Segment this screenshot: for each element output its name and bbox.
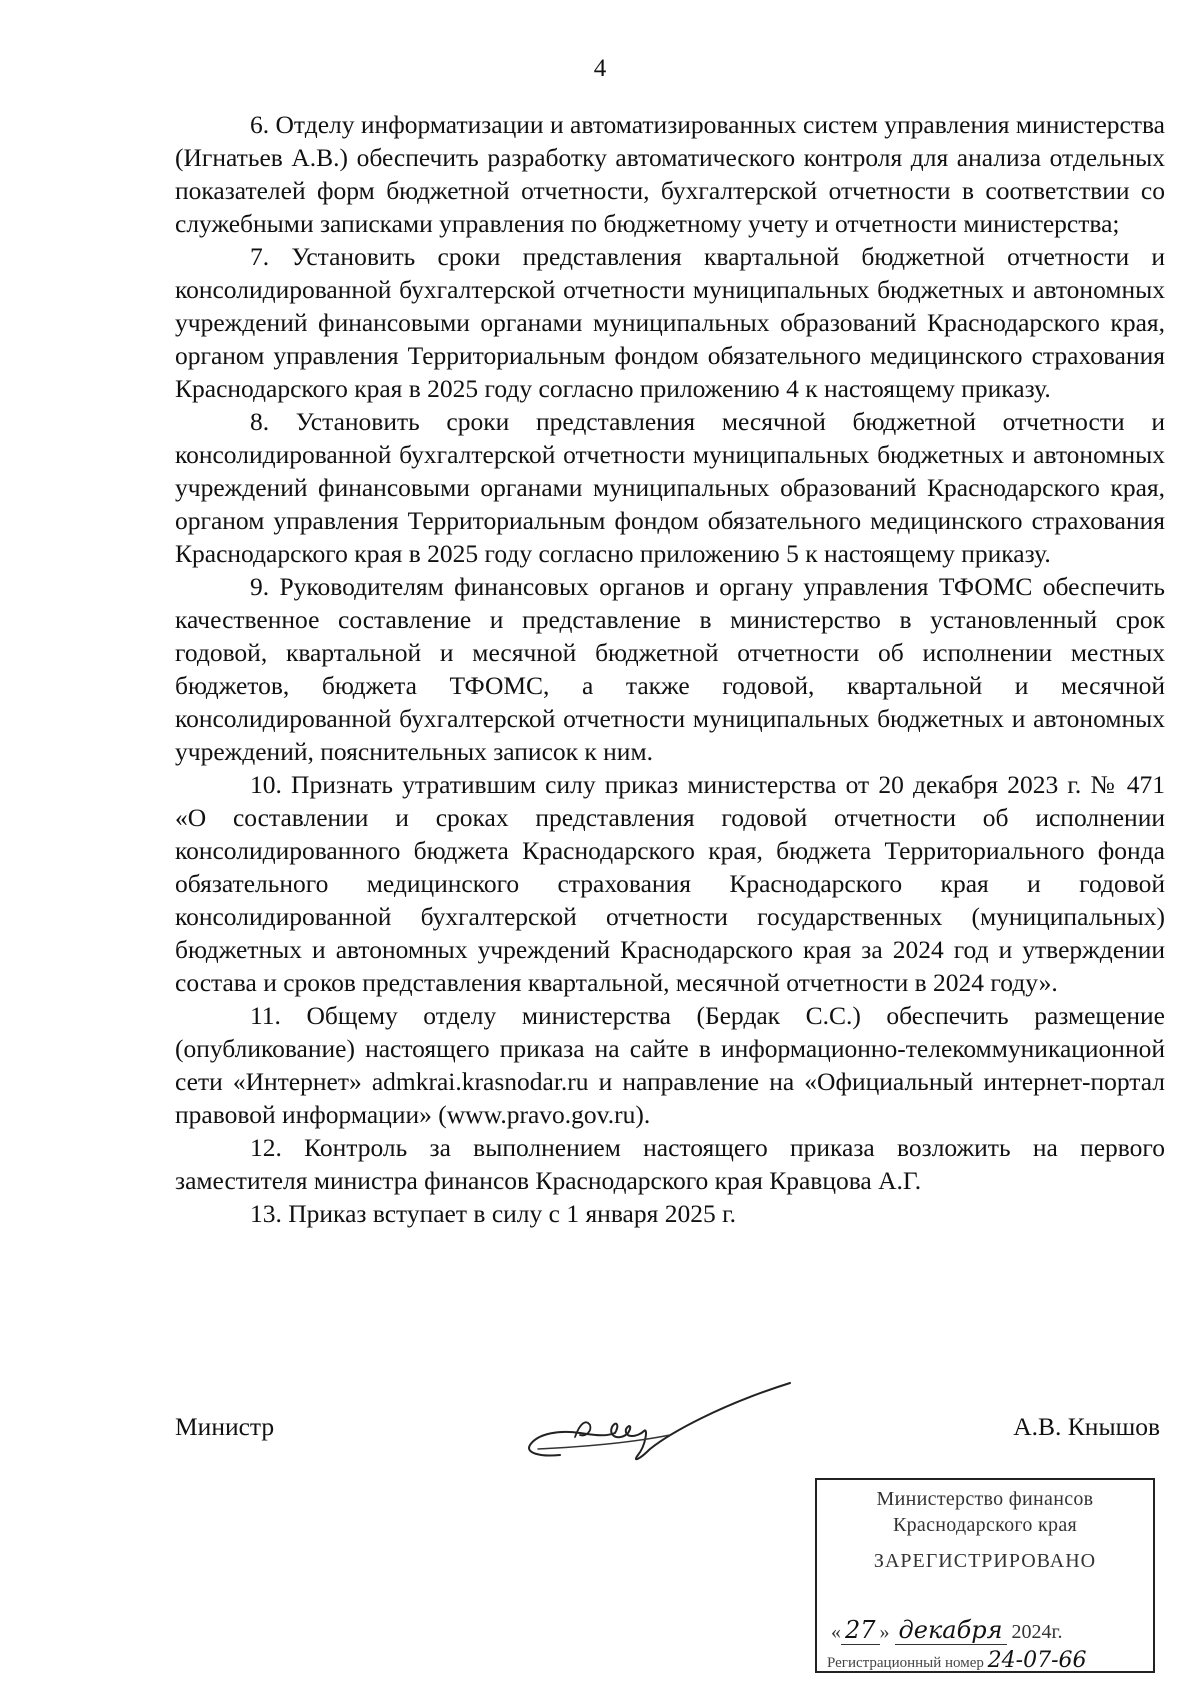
stamp-org-line-1: Министерство финансов (876, 1488, 1094, 1510)
page-number: 4 (593, 55, 607, 82)
stamp-date-year: 2024г. (1011, 1621, 1063, 1643)
handwritten-signature (520, 1375, 810, 1485)
paragraph-8: 8. Установить сроки представления месячной бюджетной отчетности и консолидированной бухгалтерской отчетности муниципальных бюджетных и автономных учреждений финансовыми органами муниципальных образований Краснодарского края, органом управления Территориальным фондом обязательного медицинского страхования Краснодарского края в 2025 году согласно приложению 5 к настоящему приказу. (175, 407, 1165, 568)
paragraph-9: 9. Руководителям финансовых органов и органу управления ТФОМС обеспечить качественное составление и представление в министерство в установленный срок годовой, квартальной и месячной бюджетной отчетности об исполнении местных бюджетов, бюджета ТФОМС, а также годовой, квартальной и месячной консолидированной бухгалтерской отчетности муниципальных бюджетных и автономных учреждений, пояснительных записок к ним. (175, 572, 1165, 766)
stamp-date-month: декабря (895, 1616, 1007, 1645)
stamp-reg-number: 24-07-66 (987, 1648, 1087, 1673)
paragraph-11: 11. Общему отделу министерства (Бердак С.С.) обеспечить размещение (опубликование) настоящего приказа на сайте в информационно-телекоммуникационной сети «Интернет» admkrai.krasnodar.ru и направление на «Официальный интернет-портал правовой информации» (www.pravo.gov.ru). (175, 1001, 1165, 1129)
paragraph-7: 7. Установить сроки представления квартальной бюджетной отчетности и консолидированной бухгалтерской отчетности муниципальных бюджетных и автономных учреждений финансовыми органами муниципальных образований Краснодарского края, органом управления Территориальным фондом обязательного медицинского страхования Краснодарского края в 2025 году согласно приложению 4 к настоящему приказу. (175, 242, 1165, 403)
stamp-date: « 27 » декабря 2024г. (831, 1616, 1063, 1644)
registration-stamp (815, 1478, 1155, 1673)
stamp-reg-number-row (827, 1648, 1087, 1673)
stamp-date-day: 27 (841, 1616, 880, 1645)
signatory-name: А.В. Кнышов (1013, 1412, 1160, 1441)
stamp-org-line-2: Краснодарского края (892, 1514, 1078, 1536)
order-body (175, 108, 1165, 1230)
paragraph-6: 6. Отделу информатизации и автоматизированных систем управления министерства (Игнатьев А.В.) обеспечить разработку автоматического контроля для анализа отдельных показателей форм бюджетной отчетности, бухгалтерской отчетности в соответствии со служебными записками управления по бюджетному учету и отчетности министерства; (175, 110, 1165, 238)
stamp-status: ЗАРЕГИСТРИРОВАНО (873, 1550, 1097, 1572)
paragraph-12: 12. Контроль за выполнением настоящего приказа возложить на первого заместителя министра финансов Краснодарского края Кравцова А.Г. (175, 1133, 1165, 1195)
signatory-title: Министр (175, 1412, 275, 1441)
paragraph-10: 10. Признать утратившим силу приказ министерства от 20 декабря 2023 г. № 471 «О составлении и сроках представления годовой отчетности об исполнении консолидированного бюджета Краснодарского края, бюджета Территориального фонда обязательного медицинского страхования Краснодарского края и годовой консолидированной бухгалтерской отчетности государственных (муниципальных) бюджетных и автономных учреждений Краснодарского края за 2024 год и утверждении состава и сроков представления квартальной, месячной отчетности в 2024 году». (175, 770, 1165, 997)
stamp-reg-label: Регистрационный номер (827, 1655, 984, 1671)
paragraph-13: 13. Приказ вступает в силу с 1 января 2025 г. (250, 1199, 737, 1228)
